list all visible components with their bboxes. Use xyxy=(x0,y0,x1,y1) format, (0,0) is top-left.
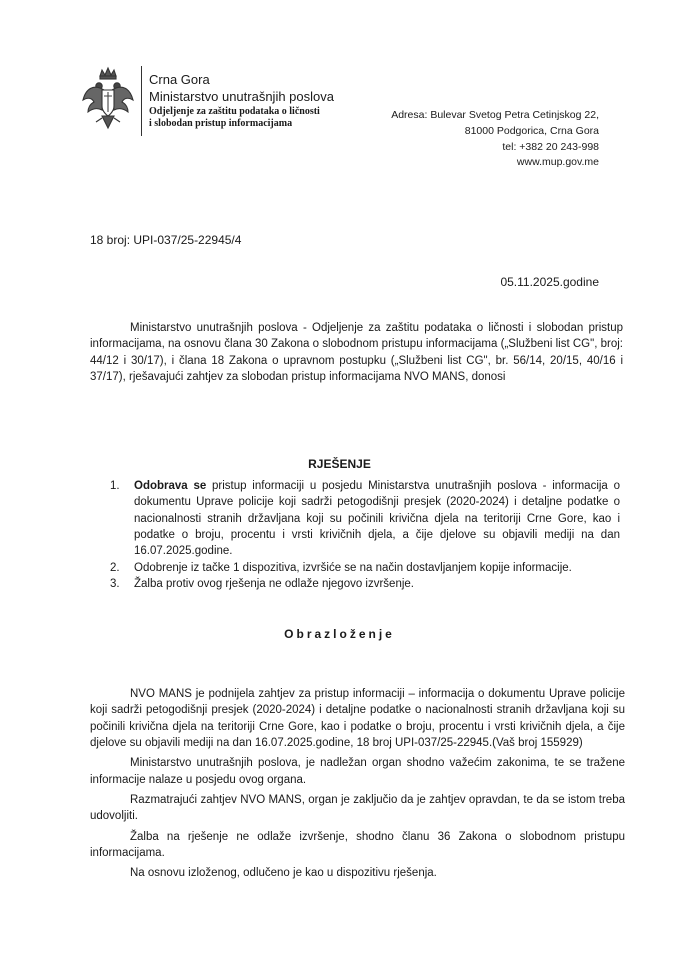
address-line-1: Adresa: Bulevar Svetog Petra Cetinjskog 22, xyxy=(391,109,599,121)
reasoning-paragraph: NVO MANS je podnijela zahtjev za pristup informaciji – informacija o dokumentu Uprave policije koji sadrži petogodišnji presjek (2020-2024) i detaljne podatke o nacionalnosti stranih državljana koji su počinili krivična djela na teritoriji Crne Gore, kao i podatke o broju, procentu i vrsti krivičnih djela, a čije djelove su objavili mediji na dan 16.07.2025.godine, 18 broj UPI-037/25-22945.(Vaš broj 155929) xyxy=(90,688,625,749)
header-divider xyxy=(141,66,142,136)
item-number: 3. xyxy=(110,577,120,590)
country-name: Crna Gora xyxy=(149,72,210,87)
decision-title: RJEŠENJE xyxy=(308,457,371,471)
intro-paragraph: Ministarstvo unutrašnjih poslova - Odjeljenje za zaštitu podataka o ličnosti i slobodan pristup informacijama, na osnovu člana 30 Zakona o slobodnom pristupu informacijama („Službeni list CG", broj: 44/12 i 30/17), i člana 18 Zakona o upravnom postupku („Službeni list CG", br. 56/14, 20/15, 40/16 i 37/17), rješavajući zahtjev za slobodan pristup informacijama NVO MANS, donosi xyxy=(90,322,623,383)
item-number: 2. xyxy=(110,561,120,574)
department-line-2: i slobodan pristup informacijama xyxy=(149,118,293,130)
reasoning-body xyxy=(90,686,625,886)
dispositive-item xyxy=(110,478,620,560)
item-text: Žalba protiv ovog rješenja ne odlaže njegovo izvršenje. xyxy=(134,577,414,590)
address-line-2: 81000 Podgorica, Crna Gora xyxy=(464,124,599,137)
item-number: 1. xyxy=(110,480,120,492)
item-text: pristup informaciji u posjedu Ministarstva unutrašnjih poslova - informacija o dokumentu Uprave policije koji sadrži petogodišnji presjek (2020-2024) i detaljne podatke o nacionalnosti stranih državljana koji su počinili krivična djela na teritoriji Crne Gore, kao i podatke o broju, procentu i vrsti krivičnih djela, a čije djelove su objavili mediji na dan 16.07.2025.godine. xyxy=(134,480,620,558)
ministry-name: Ministarstvo unutrašnjih poslova xyxy=(149,88,334,104)
phone: tel: +382 20 243-998 xyxy=(502,140,599,153)
institution-block xyxy=(149,72,349,131)
department-name xyxy=(149,106,349,131)
reasoning-paragraph: Razmatrajući zahtjev NVO MANS, organ je zaključio da je zahtjev opravdan, te da se istom treba udovoljiti. xyxy=(90,793,625,823)
dispositive-item xyxy=(110,560,620,576)
contact-block xyxy=(391,108,599,171)
reasoning-paragraph: Na osnovu izloženog, odlučeno je kao u dispozitivu rješenja. xyxy=(130,867,437,880)
coat-of-arms-icon xyxy=(80,66,136,134)
item-text: Odobrenje iz tačke 1 dispozitiva, izvršiće se na način dostavljanjem kopije informacije. xyxy=(134,561,572,574)
document-date: 05.11.2025.godine xyxy=(500,275,599,289)
website-link[interactable]: www.mup.gov.me xyxy=(516,156,599,169)
item-bold-lead: Odobrava se xyxy=(134,480,207,492)
dispositive-list xyxy=(110,478,620,592)
reference-number: 18 broj: UPI-037/25-22945/4 xyxy=(90,233,242,247)
reasoning-paragraph: Žalba na rješenje ne odlaže izvršenje, shodno članu 36 Zakona o slobodnom pristupu informacijama. xyxy=(90,830,625,859)
reasoning-paragraph: Ministarstvo unutrašnjih poslova, je nadležan organ shodno važećim zakonima, te se tražene informacije nalaze u posjedu ovog organa. xyxy=(90,757,625,786)
dispositive-item xyxy=(110,576,620,592)
reasoning-title: Obrazloženje xyxy=(284,627,395,641)
department-line-1: Odjeljenje za zaštitu podataka o ličnosti xyxy=(149,105,320,117)
